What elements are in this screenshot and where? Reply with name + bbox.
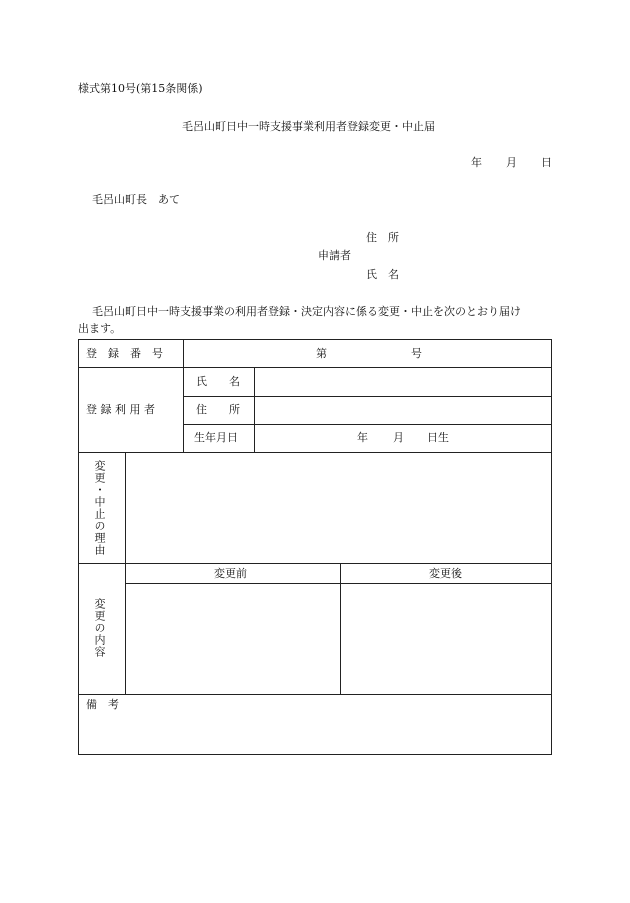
reg-number-dai: 第 — [316, 347, 327, 360]
registered-user-label: 登 録 利 用 者 — [86, 403, 155, 416]
remarks-field[interactable] — [79, 712, 551, 754]
reason-label: 変更・中止の理由 — [93, 460, 106, 556]
remarks-label: 備 考 — [86, 698, 119, 711]
date-day-label: 日 — [541, 156, 552, 169]
user-name-label: 氏 名 — [196, 375, 240, 388]
date-month-label: 月 — [506, 156, 517, 169]
body-text-line2: 出ます。 — [78, 322, 122, 335]
user-address-label: 住 所 — [196, 403, 240, 416]
dob-day-label: 日生 — [427, 431, 449, 444]
change-content-label: 変更の内容 — [93, 598, 106, 658]
applicant-label: 申請者 — [318, 249, 351, 262]
before-change-field[interactable] — [126, 584, 340, 694]
applicant-address-label: 住 所 — [366, 231, 399, 244]
body-text-line1: 毛呂山町日中一時支援事業の利用者登録・決定内容に係る変更・中止を次のとおり届け — [92, 305, 521, 318]
reg-number-label: 登 録 番 号 — [86, 347, 163, 360]
user-dob-label: 生年月日 — [194, 431, 238, 444]
before-change-label: 変更前 — [214, 567, 247, 580]
after-change-label: 変更後 — [429, 567, 462, 580]
dob-year-label: 年 — [357, 431, 368, 444]
date-year-label: 年 — [471, 156, 482, 169]
after-change-field[interactable] — [341, 584, 551, 694]
form-number: 様式第10号(第15条関係) — [78, 82, 203, 95]
reg-number-go: 号 — [411, 347, 422, 360]
applicant-name-label: 氏 名 — [366, 268, 399, 281]
reason-field[interactable] — [126, 453, 551, 563]
addressee: 毛呂山町長 あて — [92, 193, 180, 206]
dob-month-label: 月 — [393, 431, 404, 444]
form-title: 毛呂山町日中一時支援事業利用者登録変更・中止届 — [182, 120, 435, 133]
